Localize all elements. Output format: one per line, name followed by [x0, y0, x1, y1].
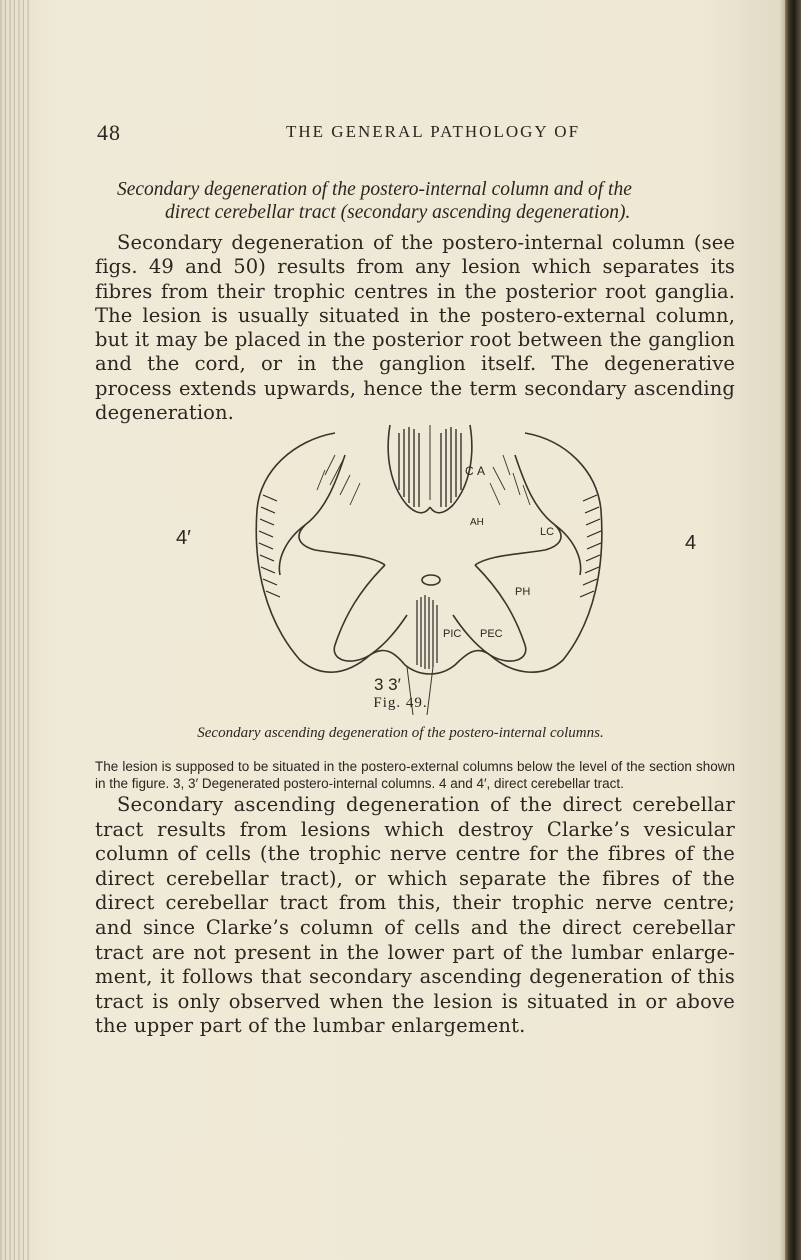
- paragraph-2: Secondary ascending degeneration of the direct cerebellar tract results from lesions which destroy Clarke’s vesicular column of cells (the trophic nerve centre for the fibres of the direct cerebellar tract), or which separate the fibres of the direct cerebellar tract from this, their trophic nerve centre; and since Clarke’s column of cells and the direct cerebellar tract are not present in the lower part of the lumbar enlarge-ment, it follows that secondary ascending degeneration of this tract is only observed when the lesion is situated in or above the upper part of the lumbar enlargement.: [95, 793, 735, 1038]
- paragraph-1: Secondary degeneration of the postero-internal column (see figs. 49 and 50) results from any lesion which separates its fibres from their trophic centres in the posterior root ganglia. The lesion is usually situated in the postero-external column, but it may be placed in the posterior root between the ganglion and the cord, or in the ganglion itself. The degenerative process extends upwards, hence the term secondary ascending degeneration.: [95, 231, 735, 425]
- figure-label: Fig. 49.: [373, 695, 428, 711]
- figure-49-spinal-cord-section: [185, 415, 655, 715]
- posterior-horn-left: [299, 455, 385, 565]
- page-edge: [778, 0, 785, 1260]
- degenerated-column-right: [441, 427, 461, 507]
- spinal-cord-diagram: [185, 415, 655, 715]
- degenerated-column-left: [399, 427, 419, 507]
- figure-mark-right: 4: [685, 532, 697, 554]
- label-c: C: [465, 464, 474, 478]
- anterior-column-hatching: [417, 595, 437, 669]
- figure-mark-bottom: 3 3′: [374, 675, 401, 694]
- figure-title: Secondary ascending degeneration of the postero-internal columns.: [197, 725, 604, 741]
- section-title-line-2: direct cerebellar tract (secondary ascending degeneration).: [165, 202, 631, 223]
- central-canal: [422, 575, 440, 585]
- lateral-line-right: [555, 525, 581, 575]
- section-title-line-1: Secondary degeneration of the postero-internal column and of the: [117, 179, 632, 200]
- anterior-horn-right: [453, 565, 526, 661]
- label-a: A: [477, 464, 486, 478]
- posterior-horn-right: [475, 455, 561, 565]
- label-pec: PEC: [480, 628, 503, 640]
- label-ah: AH: [470, 517, 484, 528]
- page-header: [0, 120, 801, 150]
- figure-mark-left: 4′: [176, 527, 191, 549]
- anterior-horn-left: [334, 565, 407, 661]
- running-title: THE GENERAL PATHOLOGY OF: [286, 122, 581, 141]
- label-lc: LC: [540, 526, 555, 538]
- scan-border: [785, 0, 801, 1260]
- label-pic: PIC: [443, 628, 462, 640]
- label-ph: PH: [515, 586, 531, 598]
- page-number: 48: [97, 120, 121, 145]
- lateral-line-left: [279, 525, 305, 575]
- section-title: [117, 178, 737, 224]
- figure-caption: The lesion is supposed to be situated in the postero-external columns below the level of the section shown in the figure. 3, 3′ Degenerated postero-internal columns. 4 and 4′, direct cerebellar tract.: [95, 759, 735, 791]
- root-fibers-left: [317, 455, 360, 505]
- binding-gutter: [0, 0, 30, 1260]
